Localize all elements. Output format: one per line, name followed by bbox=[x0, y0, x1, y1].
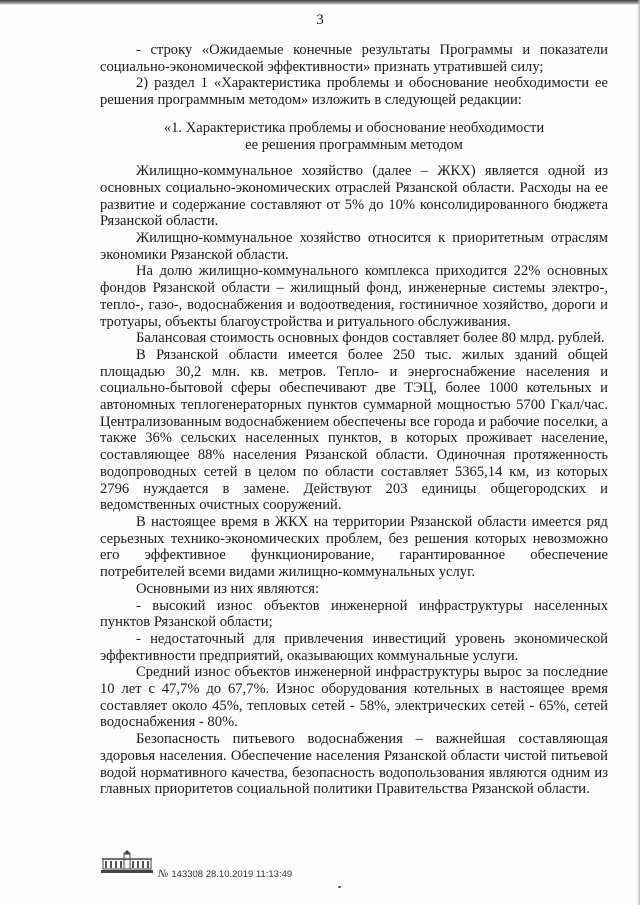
number-sign: № bbox=[158, 868, 169, 880]
paragraph-body-9: - недостаточный для привлечения инвестиций уровень экономической эффективности предприятий, оказывающих коммунальные услуги. bbox=[100, 630, 608, 664]
paragraph-body-3: На долю жилищно-коммунального комплекса приходится 22% основных фондов Рязанской области – жилищный фонд, инженерные системы электро-, тепло-, газо-, водоснабжения и водоотведения, гостиничное хозяйство, дороги и тротуары, объекты благоустройства и ритуального обслуживания. bbox=[100, 263, 608, 330]
section-heading-line-1: «1. Характеристика проблемы и обоснование необходимости bbox=[163, 119, 545, 136]
paragraph-body-8: - высокий износ объектов инженерной инфраструктуры населенных пунктов Рязанской области; bbox=[100, 597, 608, 631]
paragraph-intro-2: 2) раздел 1 «Характеристика проблемы и обоснование необходимости ее решения программным методом» изложить в следующей редакции: bbox=[100, 75, 608, 109]
government-building-logo-icon bbox=[100, 850, 154, 874]
paragraph-body-2: Жилищно-коммунальное хозяйство относится к приоритетным отраслям экономики Рязанской области. bbox=[100, 230, 608, 263]
document-body bbox=[100, 42, 608, 798]
page-number: 3 bbox=[316, 12, 324, 28]
paragraph-body-5: В Рязанской области имеется более 250 тыс. жилых зданий общей площадью 30,2 млн. кв. метров. Тепло- и энергоснабжение населения и социально-бытовой сферы обеспечивают две ТЭЦ, более 1000 котельных и автономных теплогенераторных пунктов суммарной мощностью 5700 Гкал/час. Централизованным водоснабжением обеспечены все города и рабочие поселки, а также 36% сельских населенных пунктов, в которых проживает население, составляющее 88% населения Рязанской области. Одиночная протяженность водопроводных сетей в целом по области составляет 5365,14 км, из которых 2796 нуждается в замене. Действуют 203 единицы общегородских и ведомственных очистных сооружений. bbox=[100, 346, 608, 514]
scan-speck bbox=[338, 886, 341, 888]
paragraph-body-4: Балансовая стоимость основных фондов составляет более 80 млрд. рублей. bbox=[136, 330, 605, 347]
paragraph-intro-1: - строку «Ожидаемые конечные результаты Программы и показатели социально-экономической эффективности» признать утратившей силу; bbox=[100, 42, 608, 75]
section-heading bbox=[100, 120, 608, 153]
scan-edge-top bbox=[0, 0, 640, 5]
registration-stamp bbox=[158, 868, 292, 880]
paragraph-body-6: В настоящее время в ЖКХ на территории Рязанской области имеется ряд серьезных технико-экономических проблем, без решения которых невозможно его эффективное функционирование, гарантированное обеспечение потребителей всеми видами жилищно-коммунальных услуг. bbox=[100, 513, 608, 581]
paragraph-body-7: Основными из них являются: bbox=[136, 580, 320, 597]
registration-text: 143308 28.10.2019 11:13:49 bbox=[171, 869, 293, 880]
paragraph-body-1: Жилищно-коммунальное хозяйство (далее – ЖКХ) является одной из основных социально-экономических отраслей Рязанской области. Расходы на ее развитие и содержание составляют от 5% до 10% консолидированного бюджета Рязанской области. bbox=[100, 163, 608, 230]
footer bbox=[100, 850, 608, 900]
section-heading-line-2: ее решения программным методом bbox=[245, 136, 463, 153]
paragraph-body-10: Средний износ объектов инженерной инфраструктуры вырос за последние 10 лет с 47,7% до 67,7%. Износ оборудования котельных в настоящее время составляет около 45%, тепловых сетей - 58%, электрических сетей - 65%, сетей водоснабжения - 80%. bbox=[100, 664, 608, 731]
paragraph-body-11: Безопасность питьевого водоснабжения – важнейшая составляющая здоровья населения. Обеспечение населения Рязанской области чистой питьевой водой нормативного качества, безопасность водопользования являются одним из главных приоритетов социальной политики Правительства Рязанской области. bbox=[100, 731, 608, 798]
